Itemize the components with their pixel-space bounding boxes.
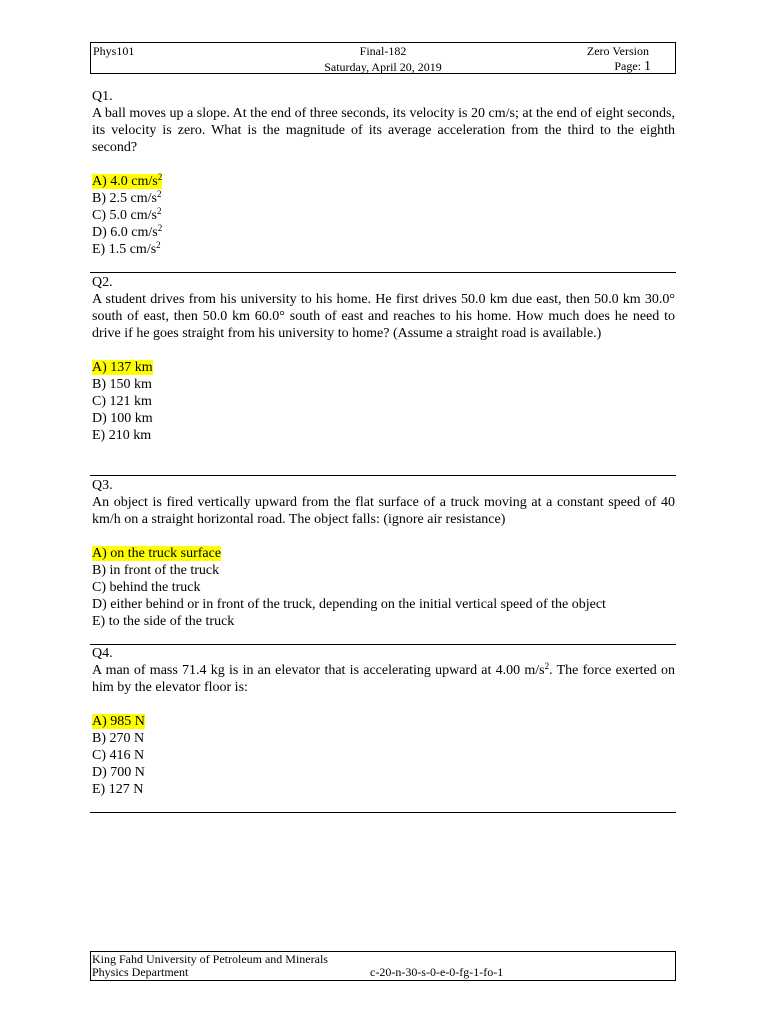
question-text: A ball moves up a slope. At the end of three seconds, its velocity is 20 cm/s; at the end of eight seconds, its velocity is zero. What is the magnitude of its average acceleration from the third to the eighth second? — [92, 106, 675, 155]
exam-name: Final-182 — [359, 44, 407, 58]
question-label: Q3. — [92, 478, 113, 493]
question-label: Q2. — [92, 275, 113, 290]
option-a — [92, 173, 675, 190]
page-footer — [90, 951, 676, 981]
page-number: 1 — [644, 59, 651, 74]
correct-answer-highlight: A) on the truck surface — [92, 546, 222, 561]
question-text: A student drives from his university to his home. He first drives 50.0 km due east, then 50.0 km 30.0° south of east, then 50.0 km 60.0° south of east and reaches to his home. How much does he need to drive if he goes straight from his university to home? (Assume a straight road is available.) — [92, 292, 675, 341]
option-a — [92, 359, 675, 376]
unit-superscript: 2 — [157, 172, 163, 182]
university-name: King Fahd University of Petroleum and Minerals — [92, 952, 328, 966]
answer-options — [92, 173, 675, 258]
answer-options — [92, 713, 675, 798]
option-e: E) 127 N — [92, 782, 144, 797]
option-e — [92, 241, 675, 258]
option-d: D) either behind or in front of the truck, depending on the initial vertical speed of the object — [92, 597, 606, 612]
option-c — [92, 207, 675, 224]
unit-superscript: 2 — [156, 189, 162, 199]
question-label: Q1. — [92, 89, 113, 104]
question-text-part: . The force exerted on him by the elevator floor is: — [92, 663, 675, 695]
unit-superscript: 2 — [156, 240, 161, 250]
unit-superscript: 2 — [544, 661, 550, 671]
option-c: C) 121 km — [92, 394, 152, 409]
department-name: Physics Department — [92, 965, 189, 979]
question-divider — [90, 475, 676, 476]
option-text: B) 2.5 cm/s — [92, 191, 157, 206]
option-b: B) in front of the truck — [92, 563, 220, 578]
course-code: Phys101 — [93, 44, 135, 58]
option-b — [92, 190, 675, 207]
option-text: D) 6.0 cm/s — [92, 225, 158, 240]
question-1 — [92, 88, 675, 258]
question-2 — [92, 274, 675, 444]
option-d: D) 100 km — [92, 411, 153, 426]
option-a — [92, 713, 675, 730]
option-text: A) 4.0 cm/s — [92, 174, 158, 189]
option-a — [92, 545, 675, 562]
option-c: C) behind the truck — [92, 580, 201, 595]
page-label: Page: — [614, 59, 641, 73]
unit-superscript: 2 — [156, 206, 162, 216]
option-d — [92, 224, 675, 241]
unit-superscript: 2 — [157, 223, 163, 233]
correct-answer-highlight: A) 985 N — [92, 714, 145, 729]
option-text: C) 5.0 cm/s — [92, 208, 157, 223]
exam-date: Saturday, April 20, 2019 — [324, 60, 442, 74]
answer-options — [92, 545, 675, 630]
question-4 — [92, 645, 675, 798]
question-divider — [90, 812, 676, 813]
question-label: Q4. — [92, 646, 113, 661]
correct-answer-highlight: A) 137 km — [92, 360, 153, 375]
option-c: C) 416 N — [92, 748, 145, 763]
question-3 — [92, 477, 675, 630]
document-code: c-20-n-30-s-0-e-0-fg-1-fo-1 — [370, 965, 504, 979]
question-text — [92, 662, 675, 696]
question-divider — [90, 272, 676, 273]
option-e: E) to the side of the truck — [92, 614, 235, 629]
option-d: D) 700 N — [92, 765, 145, 780]
correct-answer-highlight — [92, 174, 162, 189]
option-e: E) 210 km — [92, 428, 152, 443]
option-b: B) 270 N — [92, 731, 145, 746]
answer-options — [92, 359, 675, 444]
option-text: E) 1.5 cm/s — [92, 242, 157, 257]
question-text-part: A man of mass 71.4 kg is in an elevator that is accelerating upward at 4.00 m/s — [92, 663, 545, 678]
exam-version: Zero Version — [586, 44, 649, 58]
question-text: An object is fired vertically upward from the flat surface of a truck moving at a constant speed of 40 km/h on a straight horizontal road. The object falls: (ignore air resistance) — [92, 495, 675, 527]
page-header — [90, 42, 676, 74]
option-b: B) 150 km — [92, 377, 152, 392]
page-indicator — [614, 59, 651, 74]
